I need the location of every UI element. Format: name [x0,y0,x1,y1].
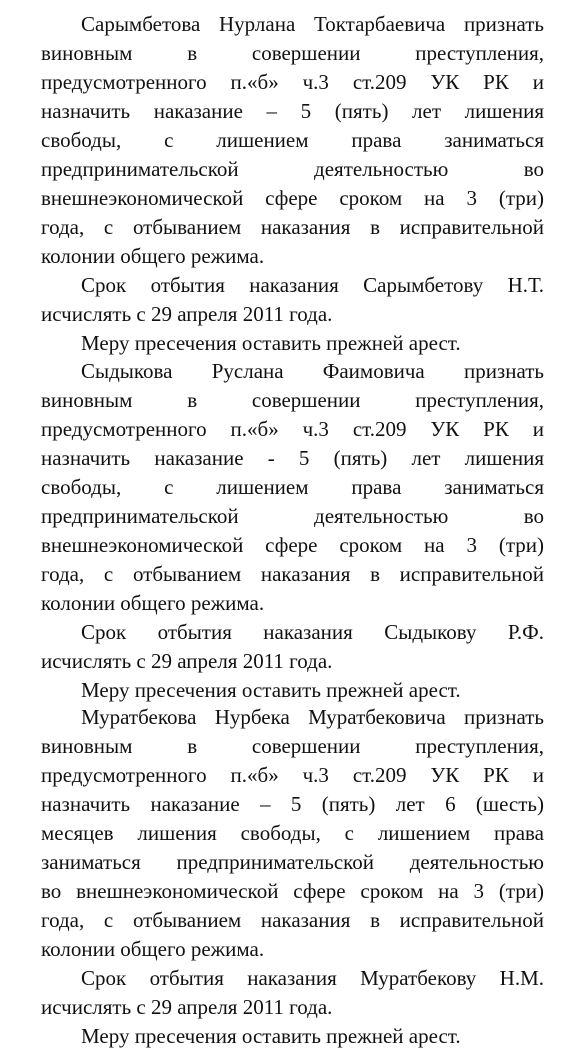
paragraph-line: свободы, с лишением права заниматься [41,128,544,152]
paragraph-line: Меру пресечения оставить прежней арест. [81,331,461,355]
paragraph-line: года, с отбыванием наказания в исправительной [41,215,544,239]
paragraph-line: назначить наказание – 5 (пять) лет 6 (шесть) [41,792,544,816]
paragraph-line: исчислять с 29 апреля 2011 года. [41,649,333,673]
paragraph-line: Муратбекова Нурбека Муратбековича признать [81,705,544,729]
paragraph-line: Сыдыкова Руслана Фаимовича признать [81,359,544,383]
paragraph-line: года, с отбыванием наказания в исправительной [41,908,544,932]
paragraph-line: колонии общего режима. [41,244,265,268]
paragraph-line: предусмотренного п.«б» ч.3 ст.209 УК РК и [41,417,544,441]
paragraph-line: исчислять с 29 апреля 2011 года. [41,995,333,1019]
paragraph-line: внешнеэкономической сфере сроком на 3 (три) [41,533,544,557]
paragraph-line: Срок отбытия наказания Сарымбетову Н.Т. [81,273,544,297]
paragraph-line: Меру пресечения оставить прежней арест. [81,1024,461,1048]
paragraph-line: Срок отбытия наказания Сыдыкову Р.Ф. [81,620,544,644]
paragraph-line: виновным в совершении преступления, [41,734,544,758]
paragraph-line: Срок отбытия наказания Муратбекову Н.М. [81,966,544,990]
paragraph-line: внешнеэкономической сфере сроком на 3 (три) [41,186,544,210]
paragraph-line: заниматься предпринимательской деятельностью [41,850,544,874]
verdict-muratbekov [41,703,544,1048]
paragraph-line: исчислять с 29 апреля 2011 года. [41,302,333,326]
paragraph-line: во внешнеэкономической сфере сроком на 3 (три) [41,879,544,903]
paragraph-line: предусмотренного п.«б» ч.3 ст.209 УК РК и [41,763,544,787]
paragraph-line: предусмотренного п.«б» ч.3 ст.209 УК РК и [41,70,544,94]
paragraph-line: назначить наказание – 5 (пять) лет лишения [41,99,544,123]
paragraph-line: виновным в совершении преступления, [41,41,544,65]
paragraph-line: назначить наказание - 5 (пять) лет лишения [41,446,544,470]
paragraph-line: колонии общего режима. [41,591,265,615]
verdict-sarymbetov [41,10,544,358]
paragraph-line: колонии общего режима. [41,937,265,961]
paragraph-line: виновным в совершении преступления, [41,388,544,412]
paragraph-line: Сарымбетова Нурлана Токтарбаевича признать [81,12,544,36]
paragraph-line: года, с отбыванием наказания в исправительной [41,562,544,586]
verdict-sydykov [41,357,544,705]
paragraph-line: предпринимательской деятельностью во [41,504,544,528]
paragraph-line: предпринимательской деятельностью во [41,157,544,181]
paragraph-line: свободы, с лишением права заниматься [41,475,544,499]
paragraph-line: Меру пресечения оставить прежней арест. [81,678,461,702]
paragraph-line: месяцев лишения свободы, с лишением права [41,821,544,845]
